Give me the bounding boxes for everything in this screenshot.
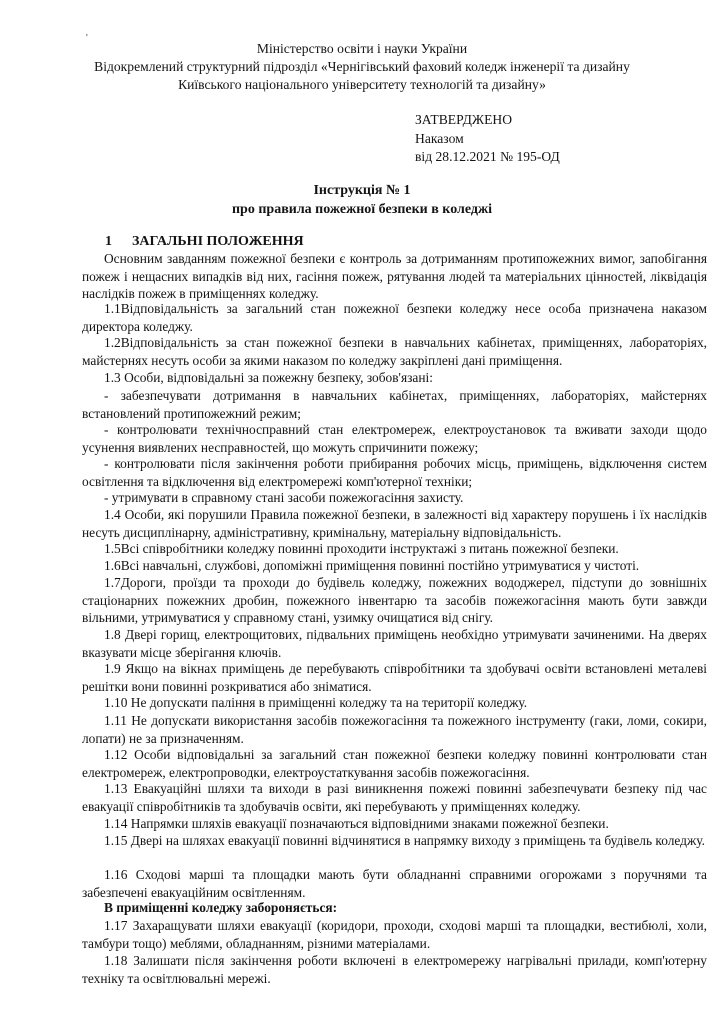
college-line: Відокремлений структурний підрозділ «Чернігівський фаховий коледж інженерії та дизайну — [94, 59, 630, 74]
section-number: 1 — [105, 234, 112, 249]
approval-by: Наказом — [415, 131, 464, 146]
approval-status: ЗАТВЕРДЖЕНО — [415, 112, 513, 127]
instruction-number: Інструкція № 1 — [313, 183, 411, 198]
scan-speck: ' — [86, 33, 88, 44]
section-heading — [105, 233, 304, 251]
paragraph-1-10: 1.10 Не допускати паління в приміщенні коледжу та на території коледжу. — [104, 695, 528, 710]
paragraph-1-1: 1.1Відповідальність за загальний стан пожежної безпеки коледжу несе особа призначена наказом директора коледжу. — [82, 301, 707, 334]
paragraph-1-14: 1.14 Напрямки шляхів евакуації позначаються відповідними знаками пожежної безпеки. — [104, 816, 609, 831]
paragraph-1-12: 1.12 Особи відповідальні за загальний стан пожежної безпеки коледжу повинні контролювати стан електромереж, електропроводки, електроустаткування засобів пожежогасіння. — [82, 747, 707, 780]
paragraph-1-18: 1.18 Залишати після закінчення роботи включені в електромережу нагрівальні прилади, комп'ютерну техніку та освітлювальні мережі. — [82, 953, 707, 986]
paragraph-1-3: 1.3 Особи, відповідальні за пожежну безпеку, зобов'язані: — [104, 370, 433, 385]
paragraph-1-3-item-b: - контролювати технічносправний стан електромереж, електроустановок та вживати заходи щодо усунення виявлених несправностей, що можуть спричинити пожежу; — [82, 422, 707, 455]
paragraph-1-15: 1.15 Двері на шляхах евакуації повинні відчинятися в напрямку виходу з приміщень та будівель коледжу. — [104, 833, 705, 848]
paragraph-intro: Основним завданням пожежної безпеки є контроль за дотриманням протипожежних вимог, запобігання пожеж і нещасних випадків від них, гасіння пожеж, рятування людей та матеріальних цінностей, ліквідація наслідків пожеж в приміщеннях коледжу. — [82, 251, 707, 301]
paragraph-1-5: 1.5Всі співробітники коледжу повинні проходити інструктажі з питань пожежної безпеки. — [104, 541, 619, 556]
paragraph-1-6: 1.6Всі навчальні, службові, допоміжні приміщення повинні постійно утримуватися у чистоті. — [104, 558, 640, 573]
paragraph-1-11: 1.11 Не допускати використання засобів пожежогасіння та пожежного інструменту (гаки, ломи, сокири, лопати) не за призначенням. — [82, 713, 707, 746]
paragraph-1-9: 1.9 Якщо на вікнах приміщень де перебувають співробітники та здобувачі освіти встановлені металеві решітки вони повинні розкриватися або зніматися. — [82, 661, 707, 694]
paragraph-1-13: 1.13 Евакуаційні шляхи та виходи в разі виникнення пожежі повинні забезпечувати безпеку під час евакуації співробітників та здобувачів освіти, які перебувають у приміщеннях коледжу. — [82, 781, 707, 814]
paragraph-1-3-item-a: - забезпечувати дотримання в навчальних кабінетах, приміщеннях, лабораторіях, майстернях встановлений протипожежний режим; — [82, 388, 707, 421]
ministry-line: Міністерство освіти і науки України — [256, 41, 468, 56]
paragraph-1-16: 1.16 Сходові марші та площадки мають бути обладнанні справними огорожами з поручнями та забезпечені евакуаційним освітленням. — [82, 867, 707, 900]
approval-date-number: від 28.12.2021 № 195-ОД — [415, 149, 560, 164]
paragraph-1-2: 1.2Відповідальність за стан пожежної безпеки в навчальних кабінетах, приміщеннях, лабораторіях, майстернях несуть особи за якими наказом по коледжу закріплені дані приміщення. — [82, 335, 707, 368]
paragraph-1-3-item-d: - утримувати в справному стані засоби пожежогасіння захисту. — [104, 490, 464, 505]
paragraph-1-3-item-c: - контролювати після закінчення роботи прибирання робочих місць, приміщень, відключення систем освітлення та відключення від електромережі комп'ютерної техніки; — [82, 456, 707, 489]
instruction-subject: про правила пожежної безпеки в коледжі — [231, 202, 493, 217]
prohibited-heading: В приміщенні коледжу забороняється: — [104, 900, 338, 915]
paragraph-1-17: 1.17 Захаращувати шляхи евакуації (коридори, проходи, сходові марші та площадки, вестибюлі, холи, тамбури тощо) меблями, обладнанням, різними матеріалами. — [82, 918, 707, 951]
paragraph-1-8: 1.8 Двері горищ, електрощитових, підвальних приміщень необхідно утримувати зачиненими. На дверях вказувати місце зберігання ключів. — [82, 627, 707, 660]
paragraph-1-4: 1.4 Особи, які порушили Правила пожежної безпеки, в залежності від характеру порушень і їх наслідків несуть дисциплінарну, адміністративну, кримінальну, матеріальну відповідальність. — [82, 507, 707, 540]
section-title: ЗАГАЛЬНІ ПОЛОЖЕННЯ — [132, 234, 304, 249]
university-line: Київського національного університету технологій та дизайну» — [178, 77, 546, 92]
paragraph-1-7: 1.7Дороги, проїзди та проходи до будівель коледжу, пожежних вододжерел, підступи до зовнішніх стаціонарних пожежних дробин, пожежного інвентарю та засобів пожежогасіння мають бути завжди вільними, утримуватися у справному стані, узимку очищатися від снігу. — [82, 575, 707, 625]
